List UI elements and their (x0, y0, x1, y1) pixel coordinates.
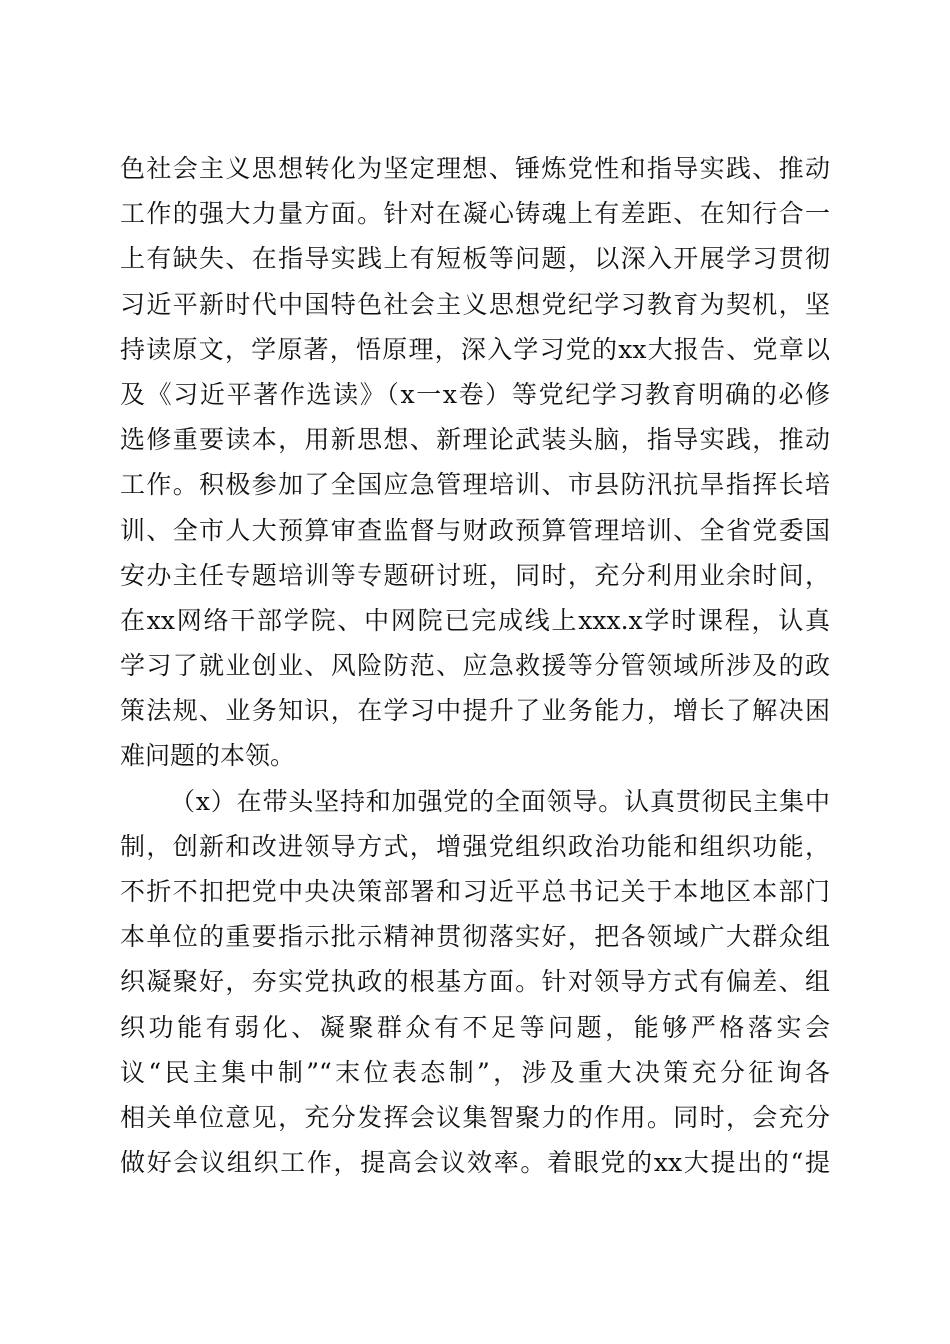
paragraph-1 (120, 146, 830, 779)
text-line: 选修重要读本，用新思想、新理论武装头脑，指导实践，推动 (120, 425, 830, 455)
text-line: 不折不扣把党中央决策部署和习近平总书记关于本地区本部门 (120, 877, 830, 906)
text-line: 制，创新和改进领导方式，增强党组织政治功能和组织功能， (120, 831, 830, 861)
text-line: 训、全市人大预算审查监督与财政预算管理培训、全省党委国 (120, 515, 830, 545)
text-line: 工作。积极参加了全国应急管理培训、市县防汛抗旱指挥长培 (120, 470, 830, 500)
text-line: 及《习近平著作选读》（x一x卷）等党纪学习教育明确的必修 (120, 379, 830, 409)
document-body (120, 146, 830, 1185)
text-line: 策法规、业务知识，在学习中提升了业务能力，增长了解决困 (120, 696, 830, 726)
text-line: 上有缺失、在指导实践上有短板等问题，以深入开展学习贯彻 (120, 244, 830, 274)
text-line: 做好会议组织工作，提高会议效率。着眼党的xx大提出的“提 (120, 1148, 830, 1178)
text-line: 议“民主集中制”“末位表态制”，涉及重大决策充分征询各 (120, 1057, 830, 1087)
text-line: 难问题的本领。 (120, 741, 296, 771)
text-line: 学习了就业创业、风险防范、应急救援等分管领域所涉及的政 (120, 651, 830, 681)
text-line: 本单位的重要指示批示精神贯彻落实好，把各领域广大群众组 (120, 922, 830, 952)
paragraph-2 (120, 779, 830, 1186)
text-line: 习近平新时代中国特色社会主义思想党纪学习教育为契机，坚 (120, 289, 830, 319)
text-line: 织功能有弱化、凝聚群众有不足等问题，能够严格落实会 (120, 1012, 830, 1042)
text-line: 织凝聚好，夯实党执政的根基方面。针对领导方式有偏差、组 (120, 967, 830, 997)
text-line: 工作的强大力量方面。针对在凝心铸魂上有差距、在知行合一 (120, 199, 830, 229)
text-line: 安办主任专题培训等专题研讨班，同时，充分利用业余时间， (120, 560, 830, 590)
text-line: （x）在带头坚持和加强党的全面领导。认真贯彻民主集中 (170, 786, 830, 816)
text-line: 相关单位意见，充分发挥会议集智聚力的作用。同时，会充分 (120, 1102, 830, 1132)
text-line: 持读原文，学原著，悟原理，深入学习党的xx大报告、党章以 (120, 334, 830, 364)
text-line: 在xx网络干部学院、中网院已完成线上xxx.x学时课程，认真 (120, 605, 830, 635)
text-line: 色社会主义思想转化为坚定理想、锤炼党性和指导实践、推动 (120, 154, 830, 183)
